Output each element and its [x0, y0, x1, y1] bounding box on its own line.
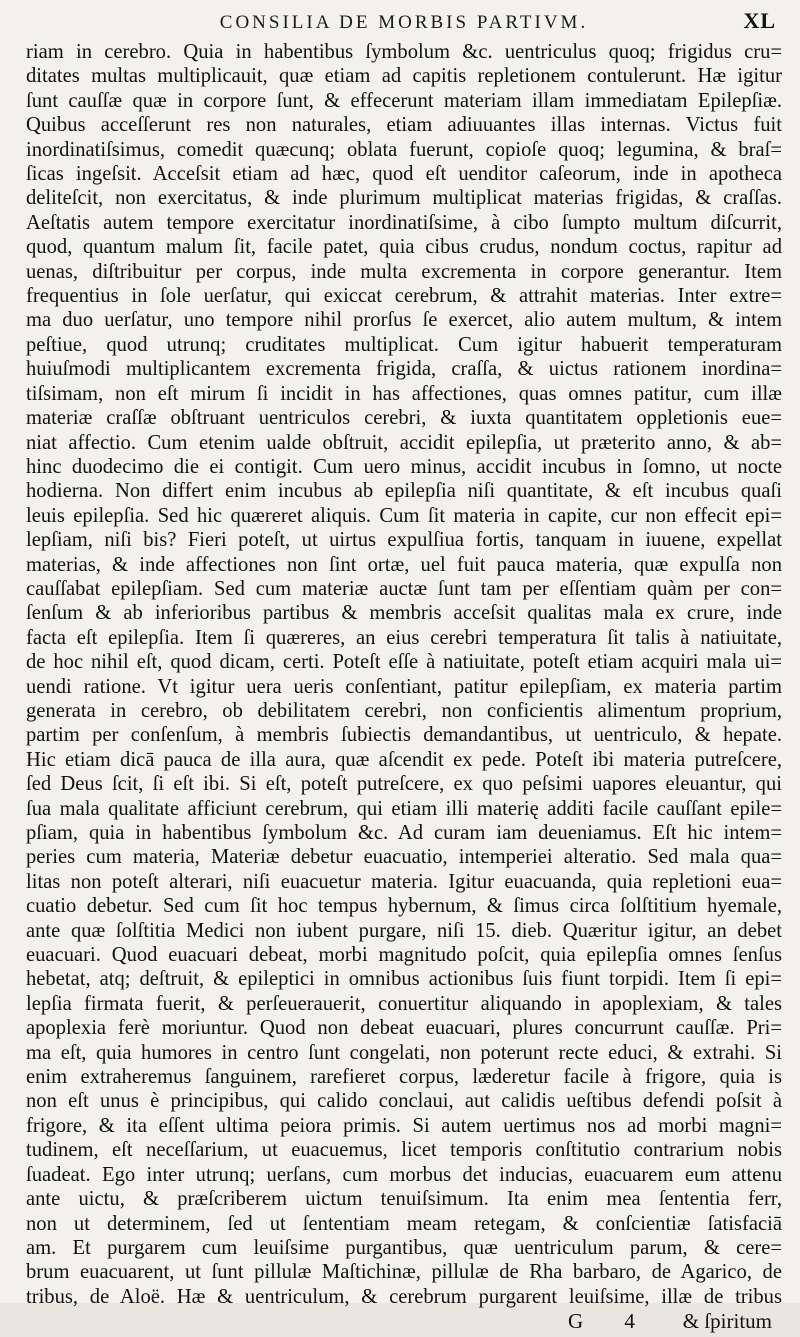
body-text	[26, 40, 782, 1309]
text-line: apoplexia ferè moriuntur. Quod non debeat euacuari, plures concurrunt cauſſæ. Pri=	[26, 1017, 782, 1040]
folio-number: XL	[743, 8, 776, 33]
text-line: peſtiue, quod utrunq; cruditates multiplicat. Cum igitur habuerit temperaturam	[26, 333, 782, 356]
running-title: CONSILIA DE MORBIS PARTIVM.	[219, 12, 589, 33]
text-line: frequentius in ſole uerſatur, qui exiccat cerebrum, & attrahit materias. Inter extre=	[26, 285, 782, 308]
text-line: ditates multas multiplicauit, quæ etiam ad capitis repletionem contulerunt. Hæ igitur	[26, 65, 782, 88]
text-line: generata in cerebro, ob debilitatem cerebri, non conficientis alimentum proprium,	[26, 699, 782, 722]
text-line: materiæ craſſæ obſtruant uentriculos cerebri, & iuxta quantitatem oppletionis eue=	[26, 407, 782, 430]
text-line: lepſiam, niſi bis? Fieri poteſt, ut uirtus expulſiua fortis, tanquam in iuuene, expellat	[26, 529, 782, 552]
text-line: lepſia firmata fuerit, & perſeuerauerit, conuertitur aliquando in apoplexiam, & tales	[26, 992, 782, 1015]
text-line: inordinatiſsimus, comedit quæcunq; oblata fuerunt, copioſe quoq; legumina, & braſ=	[26, 138, 782, 161]
text-line: tribus, de Aloë. Hæ & uentriculum, & cerebrum purgarent leuiſsime, illæ de tribus	[26, 1285, 782, 1308]
text-line: huiuſmodi multiplicantem excrementa frigida, craſſa, & uictus rationem inordina=	[26, 358, 782, 381]
text-line: uendi ratione. Vt igitur uera ueris conſentiant, patitur epilepſiam, ex materia partim	[26, 675, 782, 698]
text-line: ſua mala qualitate afficiunt cerebrum, qui etiam illi materię additi facile cauſſant epile=	[26, 797, 782, 820]
text-line: cuatio debetur. Sed cum ſit hoc tempus hybernum, & ſimus circa ſolſtitium hyemale,	[26, 895, 782, 918]
text-line: hinc duodecimo die ei contigit. Cum uero minus, accidit incubus in ſomno, ut nocte	[26, 455, 782, 478]
text-line: partim per conſenſum, à membris ſubiectis demandantibus, ut uentriculo, & hepate.	[26, 724, 782, 747]
page-foot	[26, 1309, 782, 1337]
text-line: facta eſt epilepſia. Item ſi quæreres, an eius cerebri temperatura ſit talis à natiuitate,	[26, 626, 782, 649]
text-line: ante uictu, & præſcriberem uictum tenuiſsimum. Ita enim mea ſententia ferr,	[26, 1188, 782, 1211]
text-line: ſunt cauſſæ quæ in corpore ſunt, & effecerunt materiam illam immediatam Epilepſiæ.	[26, 89, 782, 112]
text-line: am. Et purgarem cum leuiſsime purgantibus, quæ uentriculum parum, & cere=	[26, 1236, 782, 1259]
text-line: Aeſtatis autem tempore exercitatur inordinatiſsime, à cibo ſumpto multum diſcurrit,	[26, 211, 782, 234]
text-line: pſiam, quia in habentibus ſymbolum &c. Ad curam iam deueniamus. Eſt hic intem=	[26, 822, 782, 844]
text-line: ſuadeat. Ego inter utrunq; uerſans, cum morbus det inducias, euacuarem eum attenu	[26, 1163, 782, 1186]
text-line: tudinem, eſt neceſſarium, ut euacuemus, licet temporis conſtitutio contrarium nobis	[26, 1139, 782, 1162]
text-line: leuis epilepſia. Sed hic quæreret aliquis. Cum ſit materia in capite, cur non effecit epi=	[26, 504, 782, 527]
text-line: ſed Deus ſcit, ſi eſt ibi. Si eſt, poteſt putreſcere, ex quo peſsimi uapores eleuantur, qui	[26, 773, 782, 796]
text-line: riam in cerebro. Quia in habentibus ſymbolum &c. uentriculus quoq; frigidus cru=	[26, 41, 782, 63]
text-line: non eſt unus è principibus, qui calido conclaui, aut calidis ueſtibus defendi poſsit à	[26, 1090, 782, 1113]
text-line: de hoc nihil eſt, quod dicam, certi. Poteſt eſſe à natiuitate, poteſt etiam acquiri mala ui=	[26, 651, 782, 674]
text-line: Hic etiam dicā pauca de illa aura, quæ aſcendit ex pede. Poteſt ibi materia putreſcere,	[26, 748, 782, 771]
text-line: ſenſum & ab inferioribus partibus & membris acceſsit qualitas mala ex crure, inde	[26, 602, 782, 625]
running-head	[26, 0, 782, 40]
signature-mark: G 4	[568, 1309, 653, 1334]
text-line: ma duo uerſatur, uno tempore nihil prorſus ſe exercet, alio autem multum, & intem	[26, 309, 782, 332]
text-line: tiſsimam, non eſt mirum ſi incidit in has affectiones, quas omnes patitur, cum illæ	[26, 382, 782, 405]
text-line: ma eſt, quia humores in centro ſunt congelati, non poterunt recte educi, & extrahi. Si	[26, 1041, 782, 1064]
text-line: ſicas ingeſsit. Acceſsit etiam ad hæc, quod eſt uenditor caſeorum, inde in apotheca	[26, 163, 782, 186]
text-line: frigore, & ita eſſent ultima peiora primis. Si autem uertimus nos ad morbi magni=	[26, 1114, 782, 1137]
text-line: Quibus acceſſerunt res non naturales, etiam adiuuantes illas internas. Victus fuit	[26, 114, 782, 137]
text-line: peries cum materia, Materiæ debetur euacuatio, intemperiei alteratio. Sed mala qua=	[26, 846, 782, 869]
text-line: hodierna. Non differt enim incubus ab epilepſia niſi quantitate, & eſt incubus quaſi	[26, 480, 782, 503]
text-line: ante quæ ſolſtitia Medici non iubent purgare, niſi 15. dieb. Quæritur igitur, an debet	[26, 919, 782, 942]
text-line: uenas, diſtribuitur per corpus, inde multa excrementa in corpore generantur. Item	[26, 260, 782, 283]
text-line: litas non poteſt alterari, niſi euacuetur materia. Igitur euacuanda, quia repletioni eua=	[26, 870, 782, 893]
text-line: deliteſcit, non exercitatus, & inde plurimum multiplicat materias frigidas, & craſſas.	[26, 187, 782, 210]
text-line: non ut determinem, ſed ut ſententiam meam retegam, & conſcientiæ ſatisfaciā	[26, 1212, 782, 1235]
catchword: & ſpiritum	[682, 1309, 772, 1334]
text-line: materias, & inde affectiones non ſint ortæ, uel fuit pauca materia, quæ expulſa non	[26, 553, 782, 576]
text-line: brum euacuarent, ut ſunt pillulæ Maſtichinæ, pillulæ de Rha barbaro, de Agarico, de	[26, 1261, 782, 1284]
text-line: euacuari. Quod euacuari debeat, morbi magnitudo poſcit, quia epilepſia omnes ſenſus	[26, 944, 782, 967]
text-line: hebetat, atq; deſtruit, & epileptici in omnibus actionibus ſuis fiunt torpidi. Item ſi epi=	[26, 968, 782, 991]
text-line: quod, quantum malum ſit, facile patet, quia cibus crudus, nondum coctus, rapitur ad	[26, 236, 782, 259]
text-line: niat affectio. Cum etenim ualde obſtruit, accidit epilepſia, ut præterito anno, & ab=	[26, 431, 782, 454]
text-line: cauſſabat epilepſiam. Sed cum materiæ auctæ ſunt tam per eſſentiam quàm per con=	[26, 577, 782, 600]
text-line: enim extraheremus ſanguinem, rarefieret corpus, læderetur facile à frigore, quia is	[26, 1066, 782, 1089]
